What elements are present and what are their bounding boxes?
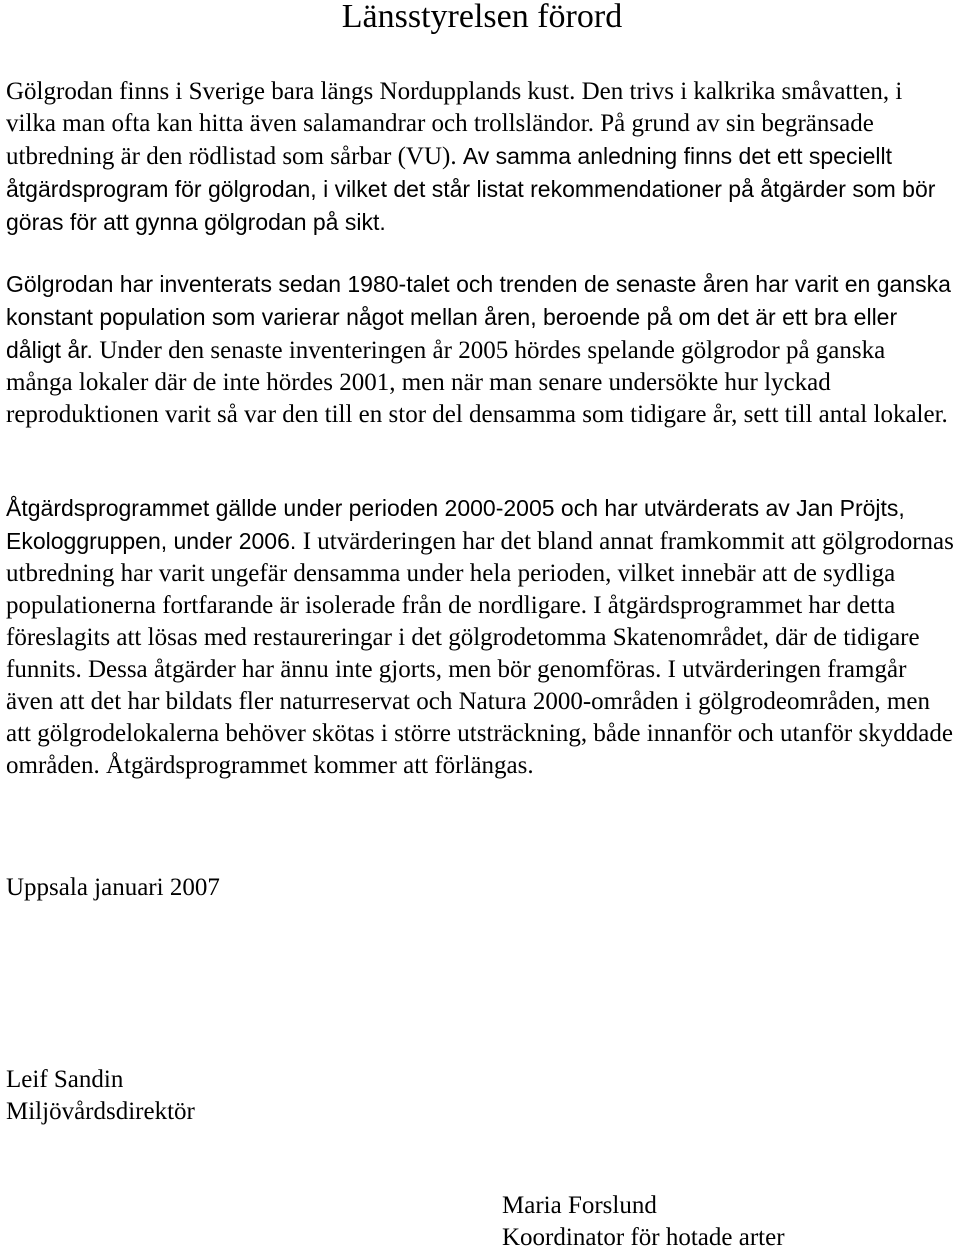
signatory-1-name: Leif Sandin [6, 1066, 124, 1093]
signatory-2-title: Koordinator för hotade arter [502, 1224, 785, 1251]
paragraph-2-serif-text: Under den senaste inventeringen år 2005 hördes spelande gölgrodor på ganska många lokaler där de inte hördes 2001, men när man senare undersökte hur lyckad reproduktionen varit så var den till en stor del densamma som tidigare år, sett till antal lokaler. [6, 337, 948, 428]
page-title: Länsstyrelsen förord [341, 0, 623, 35]
paragraph-2 [6, 268, 958, 431]
paragraph-3 [6, 492, 958, 782]
paragraph-1-sans-text: Av samma anledning finns det ett speciellt åtgärdsprogram för gölgrodan, i vilket det står listat rekommendationer på åtgärder som bör göras för att gynna gölgrodan på sikt. [6, 143, 936, 235]
paragraph-3-serif-text: I utvärderingen har det bland annat framkommit att gölgrodornas utbredning har varit ungefär densamma under hela perioden, vilket innebär att de sydliga populationerna fortfarande är isolerade från de nordligare. I åtgärdsprogrammet har detta föreslagits att lösas med restaureringar i det gölgrodetomma Skatenområdet, där de tidigare funnits. Dessa åtgärder har ännu inte gjorts, men bör genomföras. I utvärderingen framgår även att det har bildats fler naturreservat och Natura 2000-områden i gölgrodeområden, men att gölgrodelokalerna behöver skötas i större utsträckning, både innanför och utanför skyddade områden. Åtgärdsprogrammet kommer att förlängas. [6, 528, 954, 779]
paragraph-1-serif-text: Gölgrodan finns i Sverige bara längs Nordupplands kust. Den trivs i kalkrika småvatten, i vilka man ofta kan hitta även salamandrar och trollsländor. På grund av sin begränsade utbredning är den rödlistad som sårbar (VU). [6, 78, 903, 170]
place-date: Uppsala januari 2007 [6, 874, 220, 901]
signatory-1-title: Miljövårdsdirektör [6, 1098, 195, 1125]
signatory-2-name: Maria Forslund [502, 1192, 657, 1219]
paragraph-2-sans-text: Gölgrodan har inventerats sedan 1980-talet och trenden de senaste åren har varit en ganska konstant population som varierar något mellan åren, beroende på om det är ett bra eller dåligt år. [6, 271, 951, 363]
paragraph-1 [6, 76, 958, 239]
paragraph-3-sans-text: Åtgärdsprogrammet gällde under perioden 2000-2005 och har utvärderats av Jan Pröjts, Ekologgruppen, under 2006. [6, 495, 905, 554]
